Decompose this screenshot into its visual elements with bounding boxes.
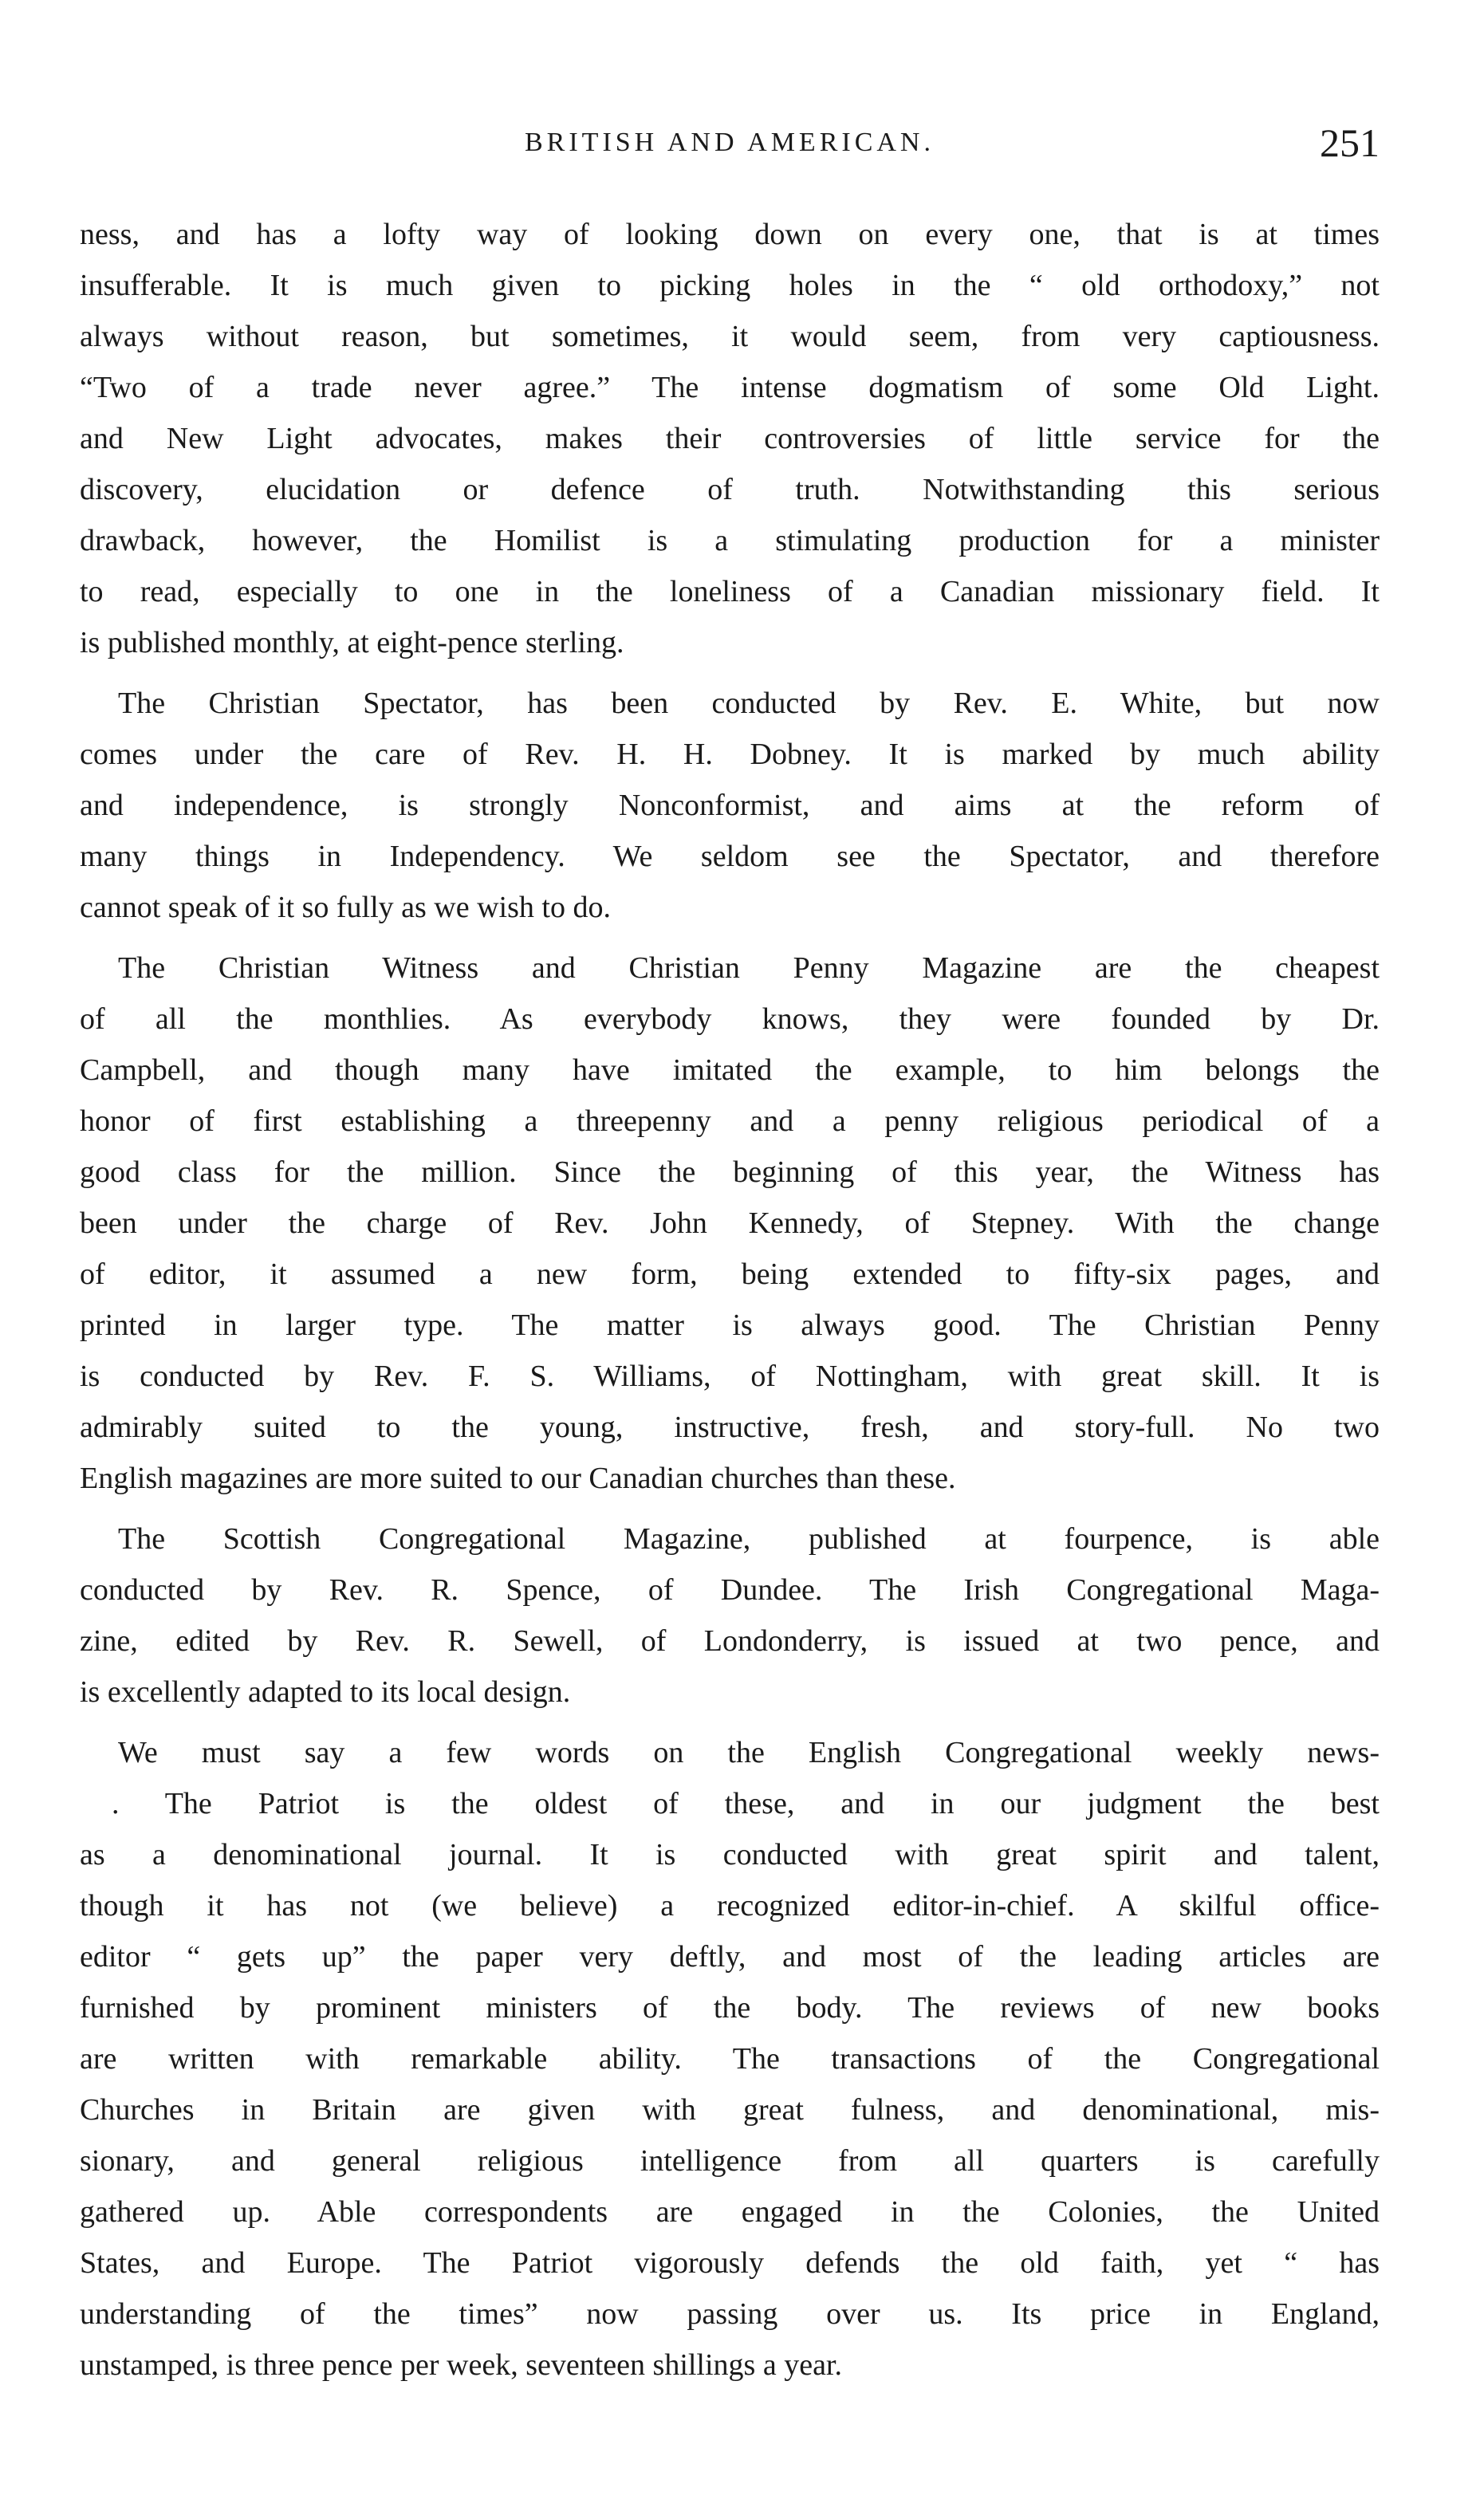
text-line: zine, edited by Rev. R. Sewell, of Londonderry, is issued at two pence, and [80,1624,1380,1658]
text-line: conducted by Rev. R. Spence, of Dundee. The Irish Congregational Maga- [80,1573,1380,1607]
running-header [80,120,1380,175]
text-line: are written with remarkable ability. The transactions of the Congregational [80,2042,1380,2076]
text-line: always without reason, but sometimes, it would seem, from very captiousness. [80,320,1380,353]
text-line: editor “ gets up” the paper very deftly, and most of the leading articles are [80,1940,1380,1974]
text-line: . The Patriot is the oldest of these, and in our judgment the best [112,1787,1380,1820]
text-line: good class for the million. Since the beginning of this year, the Witness has [80,1155,1380,1189]
page-number: 251 [1320,120,1380,165]
text-line: to read, especially to one in the loneliness of a Canadian missionary field. It [80,575,1380,608]
text-line: is published monthly, at eight-pence sterling. [80,626,624,659]
text-line: and New Light advocates, makes their controversies of little service for the [80,422,1380,455]
text-line: been under the charge of Rev. John Kennedy, of Stepney. With the change [80,1206,1380,1240]
text-line: discovery, elucidation or defence of truth. Notwithstanding this serious [80,473,1380,506]
text-line: comes under the care of Rev. H. H. Dobney. It is marked by much ability [80,738,1380,771]
text-line: We must say a few words on the English Congregational weekly news- [118,1736,1380,1769]
paragraph-christian-witness [80,943,1380,1504]
text-line: is conducted by Rev. F. S. Williams, of Nottingham, with great skill. It is [80,1360,1380,1393]
text-line: honor of first establishing a threepenny and a penny religious periodical of a [80,1104,1380,1138]
text-line: admirably suited to the young, instructive, fresh, and story-full. No two [80,1411,1380,1444]
text-line: and independence, is strongly Nonconformist, and aims at the reform of [80,789,1380,822]
paragraph-scottish-irish-magazines [80,1513,1380,1718]
text-line: though it has not (we believe) a recognized editor-in-chief. A skilful office- [80,1889,1380,1923]
text-line: ness, and has a lofty way of looking down on every one, that is at times [80,218,1380,251]
text-line: The Scottish Congregational Magazine, published at fourpence, is able [118,1522,1380,1556]
body-text [80,209,1380,2391]
text-line: drawback, however, the Homilist is a stimulating production for a minister [80,524,1380,557]
text-line: understanding of the times” now passing over us. Its price in England, [80,2297,1380,2331]
text-line: English magazines are more suited to our Canadian churches than these. [80,1462,956,1495]
text-line: insufferable. It is much given to picking holes in the “ old orthodoxy,” not [80,269,1380,302]
text-line: of all the monthlies. As everybody knows, they were founded by Dr. [80,1002,1380,1036]
paragraph-christian-spectator [80,678,1380,933]
text-line: sionary, and general religious intelligence from all quarters is carefully [80,2144,1380,2178]
text-line: Campbell, and though many have imitated the example, to him belongs the [80,1053,1380,1087]
text-line: printed in larger type. The matter is always good. The Christian Penny [80,1309,1380,1342]
text-line: “Two of a trade never agree.” The intense dogmatism of some Old Light. [80,371,1380,404]
text-line: Churches in Britain are given with great fulness, and denominational, mis- [80,2093,1380,2127]
text-line: many things in Independency. We seldom see the Spectator, and therefore [80,840,1380,873]
text-line: gathered up. Able correspondents are engaged in the Colonies, the United [80,2195,1380,2229]
text-line: unstamped, is three pence per week, seventeen shillings a year. [80,2348,842,2382]
text-line: of editor, it assumed a new form, being extended to fifty-six pages, and [80,1257,1380,1291]
text-line: as a denominational journal. It is conducted with great spirit and talent, [80,1838,1380,1871]
running-title: BRITISH AND AMERICAN. [525,128,935,157]
text-line: furnished by prominent ministers of the body. The reviews of new books [80,1991,1380,2025]
text-line: The Christian Witness and Christian Penny Magazine are the cheapest [118,951,1380,985]
text-line: is excellently adapted to its local design. [80,1675,571,1709]
paragraph-patriot [80,1727,1380,2391]
paragraph-homilist [80,209,1380,668]
text-line: States, and Europe. The Patriot vigorously defends the old faith, yet “ has [80,2246,1380,2280]
text-line: The Christian Spectator, has been conducted by Rev. E. White, but now [118,687,1380,720]
text-line: cannot speak of it so fully as we wish to do. [80,891,611,924]
